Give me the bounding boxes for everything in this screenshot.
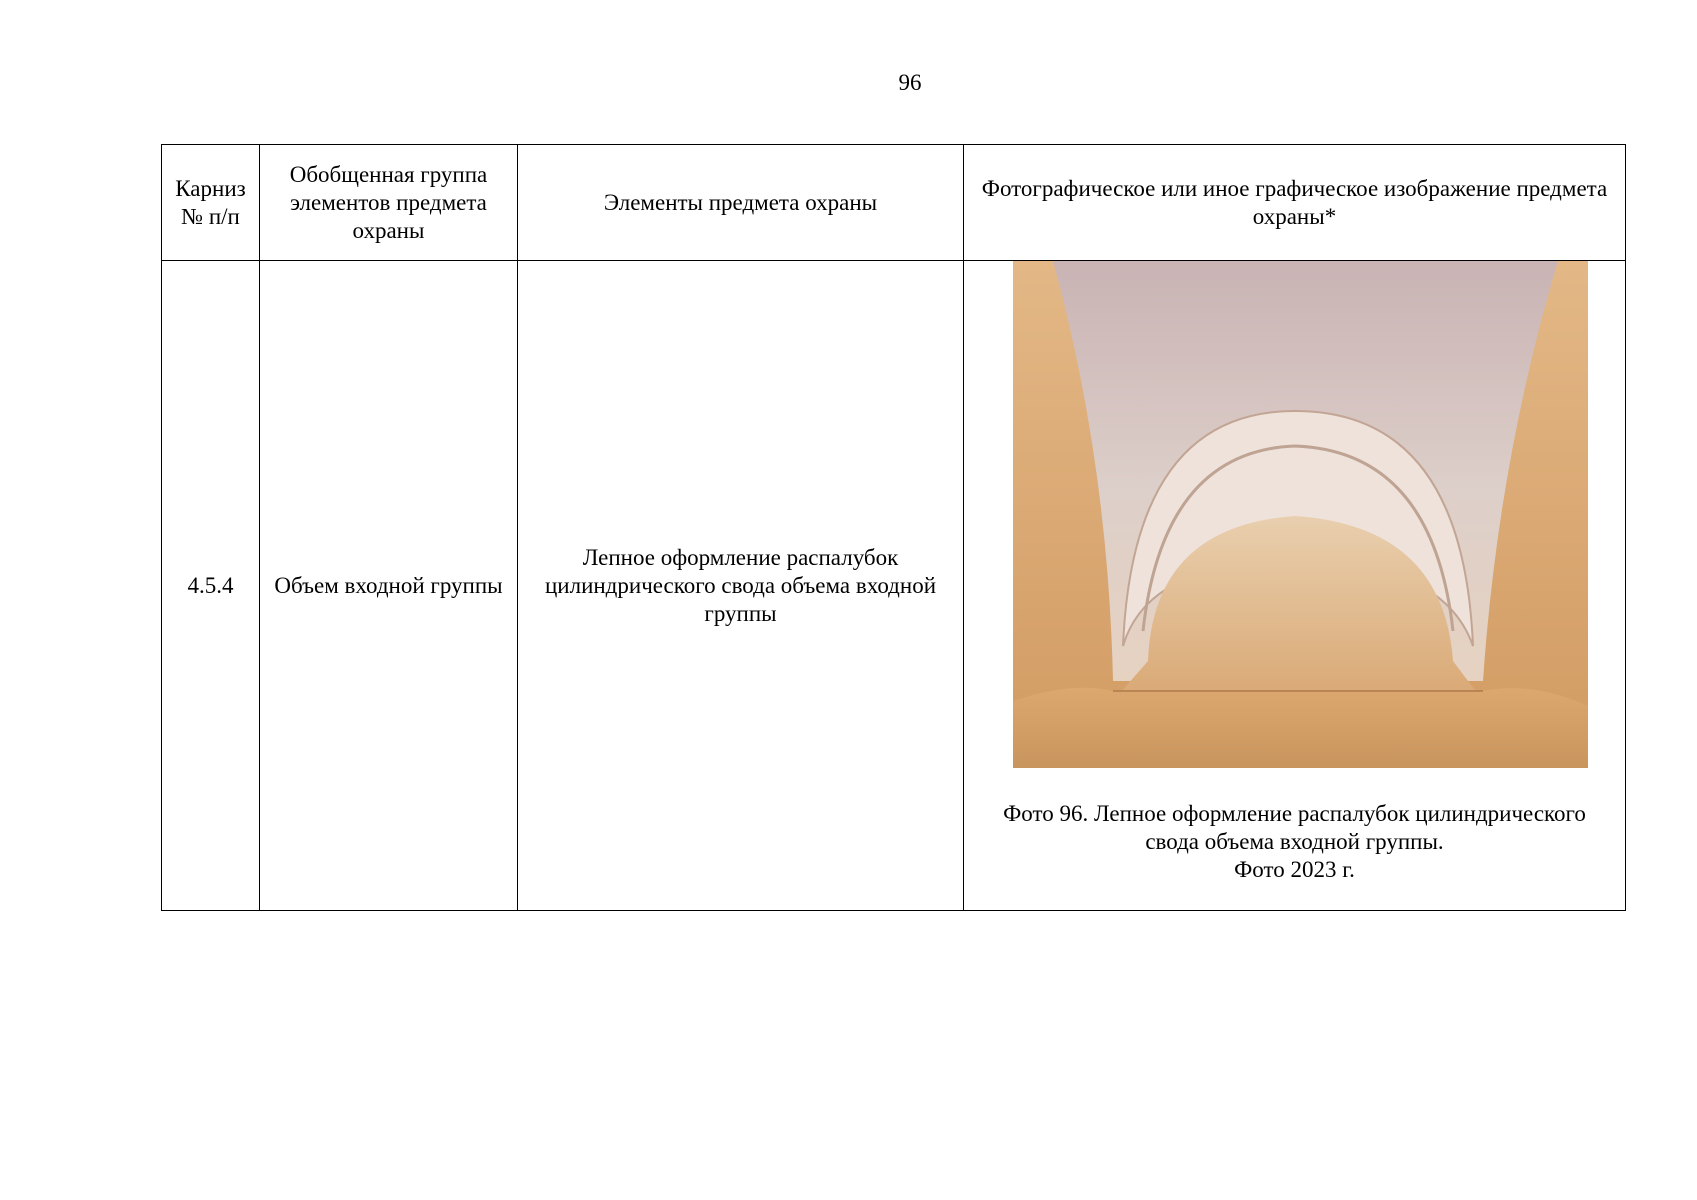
- cell-element: Лепное оформление распалубок цилиндрического свода объема входной группы: [518, 261, 964, 911]
- photo-caption: [964, 800, 1625, 884]
- cell-group: Объем входной группы: [260, 261, 518, 911]
- vault-stucco-photo: [1013, 261, 1588, 768]
- photo-caption-line: Фото 96. Лепное оформление распалубок цилиндрического свода объема входной группы.: [1003, 801, 1586, 854]
- cell-number: 4.5.4: [162, 261, 260, 911]
- header-image: Фотографическое или иное графическое изображение предмета охраны*: [964, 145, 1626, 261]
- header-number: Карниз № п/п: [162, 145, 260, 261]
- heritage-elements-table: [161, 144, 1626, 911]
- cell-photo: [964, 261, 1626, 911]
- page-number: 96: [898, 70, 922, 95]
- header-group: Обобщенная группа элементов предмета охраны: [260, 145, 518, 261]
- table-row: [162, 261, 1626, 911]
- photo-caption-year: Фото 2023 г.: [1234, 857, 1355, 882]
- header-elements: Элементы предмета охраны: [518, 145, 964, 261]
- table-header-row: [162, 145, 1626, 261]
